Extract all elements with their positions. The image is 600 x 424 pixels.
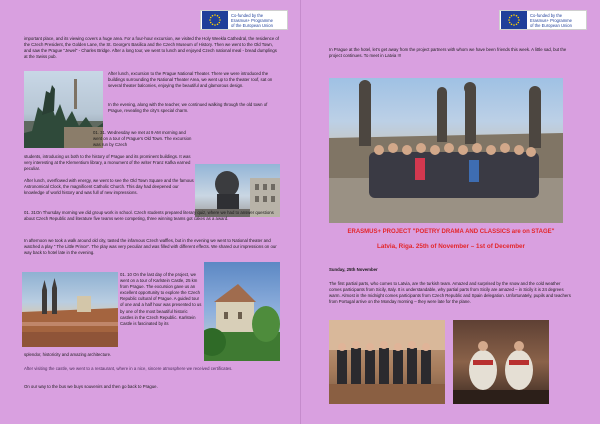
day-heading: Sunday, 25th November <box>329 267 378 272</box>
photo-karlstein-castle <box>204 262 280 361</box>
paragraph-souvenirs: On our way to the bus we buys souvenirs and then go back to Prague. <box>24 384 158 389</box>
paragraph-national-theater: After lunch, excursion to the Prague National Theater. There we were introduced the buildings surrounding the National Theater Area, we went up to the theater roof, sat on several theater balconies, enjoying the beautiful and glamorous design. <box>108 71 273 89</box>
erasmus-logo <box>200 10 288 30</box>
paragraph-thursday-quiz: 01. 31On Thursday morning we did group work in school. Czech students prepared literary quiz, where we had to answer questions about Czech Republic and literature five teams were competing, three winning teams got cakes as a award. <box>24 210 274 222</box>
eu-flag-icon <box>202 11 228 29</box>
photo-group-indoor <box>329 320 445 404</box>
photo-prague-monument <box>24 71 103 148</box>
paragraph-certificates: After visiting the castle, we went to a restaurant, where in a nice, sincere atmosphere we received certificates. <box>24 366 233 371</box>
eu-flag-icon <box>501 11 527 29</box>
paragraph-czech-students: students, introducing us both to the history of Prague and its prominent buildings. It was very interesting at the Klementium library, a monument of the writer Franz Kafka earned peculiar. <box>24 154 191 172</box>
project-title: ERASMUS+ PROJECT "POETRY DRAMA AND CLASSICS are on STAGE" <box>347 229 555 235</box>
project-dates: Latvia, Riga. 25th of November – 1st of December <box>376 243 526 250</box>
logo-line-3: of the European Union <box>530 22 572 28</box>
paragraph-old-town-square: After lunch, overflowed with energy, we went to see the Old Town Square and the famous Astronomical Clock, the magnificent Catholic Church. This day had deepened our knowledge of world history and was full of new impressions. <box>24 178 194 196</box>
logo-line-2: Erasmus+ Programme <box>530 17 573 23</box>
paragraph-splendor: splendor, historicity and amazing architecture. <box>24 352 112 357</box>
logo-line-1: Co-funded by the <box>530 12 563 18</box>
paragraph-little-prince: In afternoon we took a walk around old city, tasted the infamous Czech waffles, but in the evening we went to National theater and watched a play " The Little Prince". The play was very peculiar and was filled with different effects. We shared our impressions on our way back to hotel late in the evening. <box>24 238 277 256</box>
paragraph-karlstein-castle: 01. 10 On the last day of the project, we went on a tour of Karlstein Castle, 25 km from Prague. The excursion gave us an excellent opportunity to explore the Czech Republic cultural of Prague. A guided tour of one and a half hour was presented to us by one of the most beautiful historic castles in the Czech Republic. Karlstein Castle is fascinated by its <box>120 272 202 326</box>
paragraph-evening-walk: In the evening, along with the teacher, we continued walking through the old town of Prague, revealing the city's special charm. <box>108 102 268 114</box>
photo-dance-performance <box>453 320 549 404</box>
paragraph-wednesday-tour: 01. 31. Wednesday we met at 9 AM morning and went on a tour of Prague's Old Town. The excursion was run by Czech <box>93 130 192 148</box>
paragraph-arrivals: The first partial parts, who comes to Latvia, are the turkish team. Amazed and surprised by the snow and the cold weather comes participants from Sicily, Italy. It is understandable, why partial parts from Sicily are amazed – in Sicily it is 24 degrees warm. Almost in the midnight comes participants from Czech Republic and Spain delegation. Unfortunately, pupils and teachers from Portugal arrive on the Monday morning – they were late for the plane. <box>329 281 571 305</box>
right-page <box>300 0 600 424</box>
paragraph-castle-tour: important place, and its viewing covers a huge area. For a four-hour excursion, we visited the Holy Weekla Cathedral, the residence of the Czech President, the Golden Lane, the St. George's Basilica and the Czech Museum of History. Then we went to the Old Town, and saw the Prague "Jewel" - Charles Bridge. After a long tour, we went to lunch and enjoyed Czech national meal - bread dumplings at the Swiss pub. <box>24 36 279 60</box>
logo-line-1: Co-funded by the <box>231 12 264 18</box>
logo-line-3: of the European Union <box>231 22 273 28</box>
paragraph-farewell-prague: In Prague at the hotel, let's get away from the project partners with whom we have been friends this week. A little sad, but the project continues. To meet in Latvia !!! <box>329 47 567 59</box>
logo-line-2: Erasmus+ Programme <box>231 17 274 23</box>
erasmus-logo-right <box>499 10 587 30</box>
photo-prague-panorama <box>22 272 118 347</box>
photo-group-charles-bridge <box>329 78 563 223</box>
